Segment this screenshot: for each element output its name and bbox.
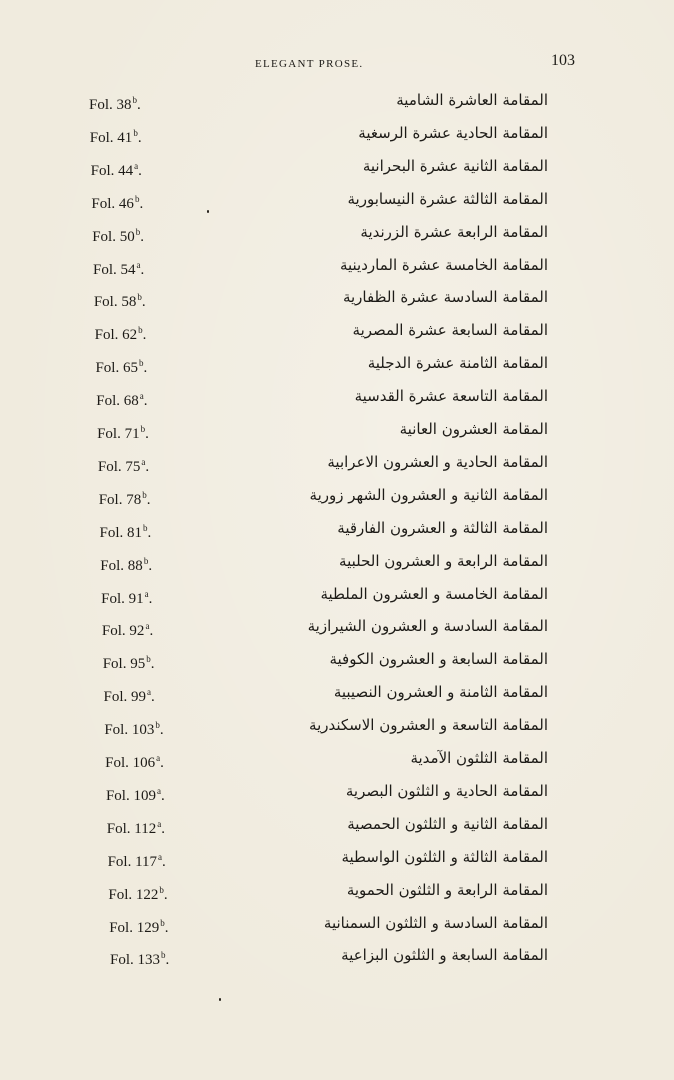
folio-period: . — [148, 557, 153, 574]
folio-number: Fol. 95 — [102, 656, 146, 673]
folio-reference — [95, 325, 147, 344]
folio-number: Fol. 92 — [101, 623, 145, 640]
folio-side: a — [158, 851, 163, 862]
maqama-title: المقامة الثالثة عشرة النيسابورية — [347, 189, 548, 208]
folio-period: . — [145, 426, 149, 442]
folio-number: Fol. 68 — [96, 393, 139, 410]
folio-reference — [103, 654, 155, 673]
folio-side: b — [161, 950, 166, 961]
maqama-title: المقامة الحادية و العشرون الاعرابية — [327, 452, 548, 471]
list-item — [0, 319, 674, 349]
folio-number: Fol. 65 — [95, 360, 138, 377]
folio-period: . — [163, 886, 168, 903]
page-number: 103 — [551, 52, 575, 69]
folio-reference — [106, 786, 165, 805]
folio-reference — [100, 523, 152, 542]
maqama-title: المقامة الثلثون الآمدية — [410, 749, 548, 767]
folio-number: Fol. 71 — [97, 426, 140, 442]
folio-side: b — [142, 489, 147, 500]
folio-period: . — [148, 590, 153, 607]
page-header — [0, 50, 674, 74]
folio-period: . — [143, 360, 148, 377]
maqama-title: المقامة السادسة عشرة الظفارية — [342, 288, 548, 307]
folio-side: a — [134, 160, 139, 171]
folio-reference — [101, 589, 152, 608]
maqama-title: المقامة الرابعة و العشرون الحلبية — [339, 551, 548, 570]
list-item — [0, 418, 674, 448]
list-item — [0, 188, 674, 218]
list-item — [0, 89, 674, 119]
maqama-title: المقامة الثالثة و العشرون الفارقية — [337, 518, 548, 537]
folio-number: Fol. 75 — [97, 458, 141, 475]
list-item — [0, 747, 674, 777]
folio-side: b — [137, 292, 142, 303]
folio-number: Fol. 106 — [105, 755, 156, 771]
folio-side: a — [139, 391, 144, 402]
maqama-title: المقامة الرابعة عشرة الزرندية — [360, 222, 548, 241]
list-item — [0, 912, 674, 942]
folio-reference — [94, 292, 146, 311]
folio-reference — [97, 424, 149, 443]
maqama-title: المقامة التاسعة عشرة القدسية — [354, 387, 548, 406]
list-item — [0, 681, 674, 711]
maqama-title: المقامة السابعة و العشرون الكوفية — [329, 650, 548, 669]
maqama-title: المقامة العشرون العانية — [399, 420, 548, 438]
folio-period: . — [139, 195, 144, 212]
folio-side: a — [156, 785, 161, 796]
folio-side: b — [160, 917, 165, 928]
folio-reference — [110, 950, 169, 969]
folio-side: b — [140, 424, 146, 434]
folio-period: . — [160, 755, 164, 771]
folio-period: . — [140, 228, 144, 245]
list-item — [0, 352, 674, 382]
folio-number: Fol. 38 — [89, 97, 132, 113]
folio-side: b — [143, 555, 149, 566]
list-item — [0, 714, 674, 744]
list-item — [0, 813, 674, 843]
list-item — [0, 221, 674, 251]
list-item — [0, 648, 674, 678]
folio-reference — [104, 720, 163, 739]
folio-reference — [98, 457, 149, 476]
folio-reference — [89, 95, 141, 114]
folio-period: . — [141, 294, 146, 311]
folio-reference — [92, 227, 144, 246]
folio-number: Fol. 54 — [93, 261, 136, 278]
folio-side: a — [141, 456, 146, 467]
folio-number: Fol. 117 — [107, 853, 158, 870]
folio-period: . — [137, 97, 141, 113]
folio-reference — [108, 885, 167, 904]
maqama-title: المقامة الخامسة و العشرون الملطية — [320, 584, 548, 603]
folio-number: Fol. 133 — [110, 952, 161, 969]
folio-reference — [100, 556, 152, 575]
folio-number: Fol. 44 — [90, 162, 134, 179]
folio-side: a — [156, 753, 161, 763]
folio-reference — [102, 621, 153, 640]
folio-reference — [99, 490, 151, 509]
folio-period: . — [150, 656, 155, 673]
list-item — [0, 286, 674, 316]
folio-reference — [90, 128, 142, 147]
maqama-title: المقامة السادسة و الثلثون السمنانية — [323, 913, 548, 932]
folio-period: . — [146, 491, 151, 508]
folio-period: . — [142, 327, 147, 344]
folio-reference — [107, 819, 165, 838]
maqama-title: المقامة السابعة عشرة المصرية — [352, 321, 548, 340]
folio-reference — [104, 687, 155, 706]
folio-reference — [105, 753, 164, 772]
folio-number: Fol. 78 — [98, 491, 142, 508]
maqama-title: المقامة الحادية و الثلثون البصرية — [345, 781, 548, 800]
list-item — [0, 122, 674, 152]
folio-period: . — [143, 393, 148, 410]
folio-number: Fol. 112 — [106, 820, 157, 837]
folio-number: Fol. 81 — [99, 524, 143, 541]
list-item — [0, 780, 674, 810]
folio-side: b — [133, 127, 138, 138]
folio-period: . — [145, 458, 150, 475]
folio-period: . — [147, 524, 152, 541]
list-item — [0, 615, 674, 645]
maqama-title: المقامة الخامسة عشرة الماردينية — [339, 255, 548, 274]
folio-side: a — [144, 588, 149, 599]
folio-side: b — [159, 884, 164, 895]
list-item — [0, 484, 674, 514]
folio-side: b — [138, 325, 143, 336]
list-item — [0, 254, 674, 284]
folio-side: b — [146, 654, 151, 665]
maqama-title: المقامة الثامنة عشرة الدجلية — [367, 354, 548, 373]
folio-period: . — [140, 261, 145, 278]
folio-period: . — [161, 820, 165, 837]
list-item — [0, 517, 674, 547]
folio-number: Fol. 129 — [109, 919, 160, 936]
ink-speck — [219, 998, 221, 1001]
folio-side: b — [132, 95, 138, 105]
running-head: ELEGANT PROSE. — [255, 58, 364, 70]
list-item — [0, 879, 674, 909]
maqama-title: المقامة العاشرة الشامية — [396, 91, 548, 109]
folio-side: a — [136, 259, 141, 270]
list-item — [0, 155, 674, 185]
folio-number: Fol. 58 — [93, 294, 137, 311]
list-item — [0, 550, 674, 580]
folio-side: b — [155, 720, 160, 731]
folio-side: b — [143, 522, 148, 533]
folio-number: Fol. 46 — [91, 195, 134, 212]
maqama-title: المقامة الثانية عشرة البحرانية — [362, 156, 548, 175]
folio-number: Fol. 122 — [108, 886, 159, 903]
list-item — [0, 944, 674, 974]
folio-number: Fol. 50 — [92, 228, 135, 245]
folio-reference — [95, 358, 147, 377]
folio-reference — [109, 918, 168, 937]
folio-period: . — [160, 787, 165, 804]
maqama-title: المقامة السادسة و العشرون الشيرازية — [307, 617, 548, 636]
list-item — [0, 846, 674, 876]
folio-number: Fol. 99 — [103, 689, 147, 706]
folio-side: a — [145, 621, 150, 632]
folio-period: . — [159, 722, 164, 739]
maqama-title: المقامة الثانية و العشرون الشهر زورية — [309, 485, 548, 504]
folio-side: b — [134, 193, 140, 204]
maqama-title: المقامة الثامنة و العشرون النصيبية — [333, 683, 548, 702]
folio-number: Fol. 103 — [104, 722, 155, 739]
folio-period: . — [162, 853, 166, 870]
list-item — [0, 451, 674, 481]
maqama-title: المقامة التاسعة و العشرون الاسكندرية — [309, 716, 548, 735]
maqama-title: المقامة الحادية عشرة الرسغية — [358, 123, 548, 142]
maqama-title: المقامة الثالثة و الثلثون الواسطية — [341, 847, 548, 866]
folio-side: a — [147, 687, 152, 698]
folio-side: a — [157, 818, 162, 829]
maqama-title: المقامة السابعة و الثلثون البزاعية — [341, 946, 548, 965]
list-item — [0, 385, 674, 415]
list-item — [0, 583, 674, 613]
folio-period: . — [149, 623, 154, 640]
folio-period: . — [164, 919, 169, 936]
folio-side: b — [135, 226, 141, 237]
folio-number: Fol. 88 — [100, 557, 143, 574]
folio-reference — [91, 161, 142, 180]
folio-reference — [91, 194, 143, 213]
folio-period: . — [138, 162, 142, 179]
folio-reference — [96, 391, 147, 410]
folio-number: Fol. 91 — [101, 590, 144, 607]
folio-reference — [108, 852, 166, 871]
folio-reference — [93, 260, 144, 279]
folio-side: b — [138, 358, 144, 369]
folio-number: Fol. 62 — [94, 327, 138, 344]
maqama-title: المقامة الرابعة و الثلثون الحموية — [346, 880, 548, 899]
folio-period: . — [151, 689, 155, 706]
ink-speck — [207, 210, 209, 213]
folio-number: Fol. 109 — [105, 787, 156, 804]
folio-number: Fol. 41 — [89, 129, 133, 146]
folio-period: . — [165, 952, 170, 969]
maqama-title: المقامة الثانية و الثلثون الحمصية — [347, 814, 548, 833]
folio-period: . — [137, 129, 142, 146]
